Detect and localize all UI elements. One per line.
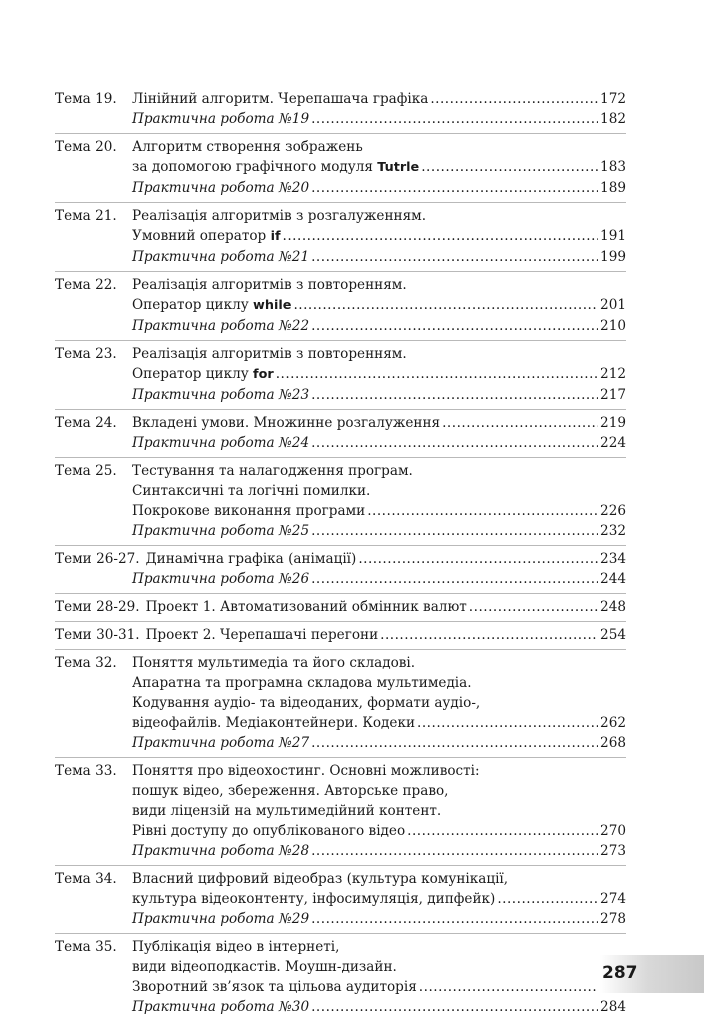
toc-line bbox=[132, 733, 626, 753]
topic-title bbox=[132, 137, 363, 157]
page-ref: 183 bbox=[600, 159, 626, 175]
page-ref: 262 bbox=[600, 715, 626, 731]
title-text: види ліцензій на мультимедійний контент. bbox=[132, 803, 442, 819]
toc-line bbox=[132, 957, 626, 977]
code-keyword: Tutrle bbox=[377, 160, 420, 175]
title-text: Оператор циклу bbox=[132, 297, 254, 313]
page-ref: 273 bbox=[600, 843, 626, 859]
page-ref: 191 bbox=[600, 228, 626, 244]
topic-title bbox=[132, 781, 448, 801]
title-text: Практична робота №27 bbox=[132, 735, 310, 751]
toc-line bbox=[132, 226, 626, 247]
toc-entry bbox=[55, 594, 626, 622]
title-text: Реалізація алгоритмів з розгалуженням. bbox=[132, 208, 427, 224]
page-ref: 248 bbox=[600, 599, 626, 615]
dot-leader bbox=[469, 597, 598, 617]
dot-leader bbox=[430, 89, 598, 109]
topic-title bbox=[132, 693, 480, 713]
toc-line bbox=[132, 385, 626, 405]
topic-number: Тема 20. bbox=[55, 139, 117, 155]
title-text: Поняття про відеохостинг. Основні можливості: bbox=[132, 763, 480, 779]
title-text: Синтаксичні та логічні помилки. bbox=[132, 483, 371, 499]
topic-lines bbox=[132, 761, 626, 861]
topic-title bbox=[132, 977, 417, 997]
toc-entry bbox=[55, 341, 626, 410]
toc-line bbox=[132, 295, 626, 316]
topic-lines bbox=[132, 206, 626, 267]
page-ref: 212 bbox=[600, 366, 626, 382]
toc-line bbox=[146, 597, 626, 617]
toc-entry bbox=[55, 272, 626, 341]
topic-lines bbox=[132, 413, 626, 453]
toc-line bbox=[132, 889, 626, 909]
title-text: Практична робота №30 bbox=[132, 999, 310, 1015]
toc-entry bbox=[55, 86, 626, 134]
title-text: Кодування аудіо- та відеоданих, формати аудіо-, bbox=[132, 695, 481, 711]
dot-leader bbox=[417, 713, 598, 733]
topic-title bbox=[132, 937, 339, 957]
toc-line bbox=[132, 909, 626, 929]
toc-line bbox=[132, 521, 626, 541]
topic-title bbox=[132, 206, 426, 226]
page-ref: 274 bbox=[600, 891, 626, 907]
topic-number: Тема 19. bbox=[55, 91, 117, 107]
toc-line bbox=[132, 693, 626, 713]
dot-leader bbox=[380, 625, 598, 645]
page-ref: 224 bbox=[600, 435, 626, 451]
toc-line bbox=[132, 137, 626, 157]
practical-work-title bbox=[132, 733, 309, 753]
dot-leader bbox=[407, 821, 598, 841]
dot-leader bbox=[311, 109, 598, 129]
practical-work-title bbox=[132, 433, 309, 453]
page-ref: 172 bbox=[600, 91, 626, 107]
page-ref: 254 bbox=[600, 627, 626, 643]
title-text: види відеоподкастів. Моушн-дизайн. bbox=[132, 959, 397, 975]
page-ref: 210 bbox=[600, 318, 626, 334]
practical-work-title bbox=[132, 316, 309, 336]
title-text: Практична робота №21 bbox=[132, 249, 310, 265]
title-text: Оператор циклу bbox=[132, 366, 254, 382]
toc-entry bbox=[55, 134, 626, 203]
topic-number: Тема 24. bbox=[55, 415, 117, 431]
page-ref: 244 bbox=[600, 571, 626, 587]
toc-line bbox=[132, 364, 626, 385]
topic-lines bbox=[132, 344, 626, 405]
topic-number: Тема 22. bbox=[55, 277, 117, 293]
title-text: Практична робота №24 bbox=[132, 435, 310, 451]
toc-entry bbox=[55, 934, 626, 1021]
dot-leader bbox=[358, 549, 598, 569]
title-text: Зворотний зв’язок та цільова аудиторія bbox=[132, 979, 417, 995]
toc-line bbox=[132, 977, 626, 997]
page-ref: 278 bbox=[600, 911, 626, 927]
title-text: культура відеоконтенту, інфосимуляція, дипфейк) bbox=[132, 891, 496, 907]
topic-number: Тема 21. bbox=[55, 208, 117, 224]
page-ref: 199 bbox=[600, 249, 626, 265]
title-text: Практична робота №23 bbox=[132, 387, 310, 403]
title-text: Практична робота №25 bbox=[132, 523, 310, 539]
topic-lines bbox=[132, 653, 626, 753]
toc-line bbox=[132, 275, 626, 295]
toc-entry bbox=[55, 650, 626, 758]
toc-line bbox=[132, 869, 626, 889]
topic-title bbox=[132, 889, 495, 909]
toc-line bbox=[132, 89, 626, 109]
table-of-contents bbox=[55, 86, 626, 1021]
page-ref: 270 bbox=[600, 823, 626, 839]
topic-lines bbox=[132, 137, 626, 198]
topic-lines bbox=[132, 89, 626, 129]
topic-number: Теми 30-31. bbox=[55, 627, 140, 643]
title-text: Практична робота №29 bbox=[132, 911, 310, 927]
topic-title bbox=[132, 653, 415, 673]
toc-line bbox=[146, 625, 626, 645]
topic-title bbox=[132, 481, 370, 501]
dot-leader bbox=[311, 178, 598, 198]
toc-entry bbox=[55, 410, 626, 458]
toc-line bbox=[132, 344, 626, 364]
dot-leader bbox=[311, 569, 598, 589]
toc-line bbox=[132, 713, 626, 733]
title-text: Рівні доступу до опублікованого відео bbox=[132, 823, 406, 839]
practical-work-title bbox=[132, 997, 309, 1017]
topic-lines bbox=[132, 937, 626, 1017]
page-ref: 189 bbox=[600, 180, 626, 196]
practical-work-title bbox=[132, 521, 309, 541]
topic-title bbox=[132, 413, 440, 433]
toc-line bbox=[132, 433, 626, 453]
toc-line bbox=[132, 247, 626, 267]
title-text: Поняття мультимедіа та його складові. bbox=[132, 655, 416, 671]
topic-title bbox=[132, 957, 397, 977]
toc-line bbox=[132, 653, 626, 673]
topic-lines bbox=[132, 869, 626, 929]
topic-title bbox=[146, 625, 379, 645]
title-text: Проект 2. Черепашачі перегони bbox=[145, 627, 379, 643]
toc-line bbox=[132, 997, 626, 1017]
title-text: Власний цифровий відеобраз (культура комунікації, bbox=[132, 871, 509, 887]
page-ref: 234 bbox=[600, 551, 626, 567]
dot-leader bbox=[442, 413, 598, 433]
topic-lines bbox=[132, 275, 626, 336]
practical-work-title bbox=[132, 178, 309, 198]
title-text: Практична робота №19 bbox=[132, 111, 310, 127]
practical-work-title bbox=[132, 841, 309, 861]
topic-title bbox=[132, 869, 508, 889]
topic-number: Тема 25. bbox=[55, 463, 117, 479]
title-text: Практична робота №20 bbox=[132, 180, 310, 196]
dot-leader bbox=[311, 997, 598, 1017]
topic-title bbox=[132, 461, 413, 481]
dot-leader bbox=[283, 226, 599, 246]
topic-lines bbox=[132, 461, 626, 541]
topic-title bbox=[132, 364, 274, 385]
topic-title bbox=[146, 597, 467, 617]
toc-line bbox=[132, 206, 626, 226]
toc-line bbox=[132, 109, 626, 129]
page-number: 287 bbox=[602, 963, 638, 983]
topic-number: Тема 35. bbox=[55, 939, 117, 955]
dot-leader bbox=[421, 157, 598, 177]
topic-number: Теми 26-27. bbox=[55, 551, 140, 567]
dot-leader bbox=[311, 521, 598, 541]
toc-line bbox=[132, 178, 626, 198]
topic-number: Тема 34. bbox=[55, 871, 117, 887]
toc-line bbox=[132, 413, 626, 433]
topic-title bbox=[132, 275, 407, 295]
code-keyword: if bbox=[270, 229, 281, 244]
title-text: Алгоритм створення зображень bbox=[132, 139, 363, 155]
title-text: Умовний оператор bbox=[132, 228, 271, 244]
title-text: Практична робота №26 bbox=[132, 571, 310, 587]
topic-title bbox=[132, 761, 480, 781]
title-text: Практична робота №28 bbox=[132, 843, 310, 859]
title-text: Покрокове виконання програми bbox=[132, 503, 366, 519]
toc-line bbox=[132, 841, 626, 861]
practical-work-title bbox=[132, 909, 309, 929]
page-ref: 268 bbox=[600, 735, 626, 751]
dot-leader bbox=[497, 889, 598, 909]
page-ref: 201 bbox=[600, 297, 626, 313]
topic-number: Тема 32. bbox=[55, 655, 117, 671]
practical-work-title bbox=[132, 247, 309, 267]
title-text: Проект 1. Автоматизований обмінник валют bbox=[145, 599, 467, 615]
toc-line bbox=[132, 673, 626, 693]
title-text: Практична робота №22 bbox=[132, 318, 310, 334]
title-text: за допомогою графічного модуля bbox=[132, 159, 378, 175]
title-text: Апаратна та програмна складова мультимедіа. bbox=[132, 675, 472, 691]
toc-line bbox=[132, 461, 626, 481]
topic-title bbox=[132, 673, 472, 693]
dot-leader bbox=[311, 247, 598, 267]
dot-leader bbox=[311, 433, 598, 453]
toc-line bbox=[146, 549, 626, 569]
topic-title bbox=[132, 89, 428, 109]
topic-number: Тема 23. bbox=[55, 346, 117, 362]
toc-entry bbox=[55, 203, 626, 272]
dot-leader bbox=[311, 909, 598, 929]
page-ref: 182 bbox=[600, 111, 626, 127]
topic-number: Тема 33. bbox=[55, 763, 117, 779]
title-text: Тестування та налагодження програм. bbox=[132, 463, 413, 479]
topic-title bbox=[132, 801, 441, 821]
dot-leader bbox=[293, 295, 598, 315]
topic-title bbox=[132, 157, 419, 178]
title-text: Лінійний алгоритм. Черепашача графіка bbox=[132, 91, 429, 107]
title-text: Публікація відео в інтернеті, bbox=[132, 939, 340, 955]
dot-leader bbox=[419, 977, 598, 997]
topic-title bbox=[132, 226, 281, 247]
code-keyword: for bbox=[253, 367, 274, 382]
title-text: Реалізація алгоритмів з повторенням. bbox=[132, 346, 407, 362]
page-ref: 217 bbox=[600, 387, 626, 403]
toc-line bbox=[132, 781, 626, 801]
toc-line bbox=[132, 569, 626, 589]
title-text: пошук відео, збереження. Авторське право, bbox=[132, 783, 449, 799]
practical-work-title bbox=[132, 109, 309, 129]
topic-lines bbox=[146, 597, 626, 617]
topic-lines bbox=[146, 549, 626, 569]
toc-line bbox=[132, 501, 626, 521]
title-text: Реалізація алгоритмів з повторенням. bbox=[132, 277, 407, 293]
title-text: відеофайлів. Медіаконтейнери. Кодеки bbox=[132, 715, 416, 731]
page-ref: 226 bbox=[600, 503, 626, 519]
topic-title bbox=[132, 344, 407, 364]
topic-title bbox=[132, 713, 415, 733]
dot-leader bbox=[311, 385, 598, 405]
toc-line bbox=[132, 761, 626, 781]
page-ref: 219 bbox=[600, 415, 626, 431]
topic-title bbox=[132, 501, 365, 521]
page-ref: 284 bbox=[600, 999, 626, 1015]
toc-line bbox=[132, 157, 626, 178]
code-keyword: while bbox=[253, 298, 292, 313]
page-ref: 232 bbox=[600, 523, 626, 539]
toc-line bbox=[132, 316, 626, 336]
practical-work-title bbox=[132, 385, 309, 405]
dot-leader bbox=[311, 841, 598, 861]
dot-leader bbox=[311, 316, 598, 336]
dot-leader bbox=[367, 501, 598, 521]
topic-lines bbox=[146, 625, 626, 645]
toc-entry bbox=[55, 866, 626, 934]
topic-number: Теми 28-29. bbox=[55, 599, 140, 615]
toc-line bbox=[132, 481, 626, 501]
topic-title bbox=[132, 295, 291, 316]
dot-leader bbox=[311, 733, 598, 753]
toc-entry bbox=[55, 758, 626, 866]
topic-title bbox=[146, 549, 357, 569]
practical-work-title bbox=[132, 569, 309, 589]
dot-leader bbox=[276, 364, 598, 384]
toc-line bbox=[132, 821, 626, 841]
toc-line bbox=[132, 937, 626, 957]
topic-title bbox=[132, 821, 405, 841]
toc-line bbox=[132, 801, 626, 821]
title-text: Вкладені умови. Множинне розгалуження bbox=[132, 415, 441, 431]
toc-entry bbox=[55, 458, 626, 546]
toc-entry bbox=[55, 622, 626, 650]
toc-entry bbox=[55, 546, 626, 594]
title-text: Динамічна графіка (анімації) bbox=[145, 551, 357, 567]
